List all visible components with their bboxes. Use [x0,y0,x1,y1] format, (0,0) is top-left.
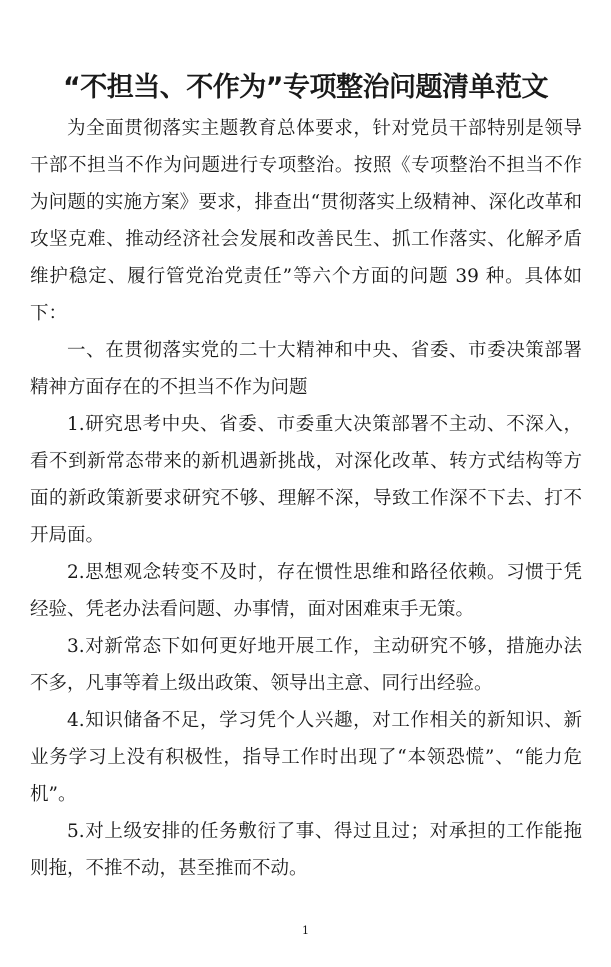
document-body [30,110,582,887]
section-heading-1: 一、在贯彻落实党的二十大精神和中央、省委、市委决策部署精神方面存在的不担当不作为问题 [30,340,582,398]
page-number: 1 [302,924,309,937]
list-item-1: 1.研究思考中央、省委、市委重大决策部署不主动、不深入，看不到新常态带来的新机遇新挑战，对深化改革、转方式结构等方面的新政策新要求研究不够、理解不深，导致工作深不下去、打不开局面。 [30,414,582,546]
document-title: “不担当、不作为”专项整治问题清单范文 [63,72,548,103]
list-item-5: 5.对上级安排的任务敷衍了事、得过且过；对承担的工作能拖则拖，不推不动，甚至推而不动。 [30,821,582,879]
list-item-2: 2.思想观念转变不及时，存在惯性思维和路径依赖。习惯于凭经验、凭老办法看问题、办事情，面对困难束手无策。 [30,562,582,620]
list-item-4: 4.知识储备不足，学习凭个人兴趣，对工作相关的新知识、新业务学习上没有积极性，指导工作时出现了“本领恐慌”、“能力危机”。 [30,710,582,805]
list-item-3: 3.对新常态下如何更好地开展工作，主动研究不够，措施办法不多，凡事等着上级出政策、领导出主意、同行出经验。 [30,636,582,694]
intro-paragraph: 为全面贯彻落实主题教育总体要求，针对党员干部特别是领导干部不担当不作为问题进行专项整治。按照《专项整治不担当不作为问题的实施方案》要求，排查出“贯彻落实上级精神、深化改革和攻坚克难、推动经济社会发展和改善民生、抓工作落实、化解矛盾维护稳定、履行管党治党责任”等六个方面的问题 39 种。具体如下： [30,118,582,324]
